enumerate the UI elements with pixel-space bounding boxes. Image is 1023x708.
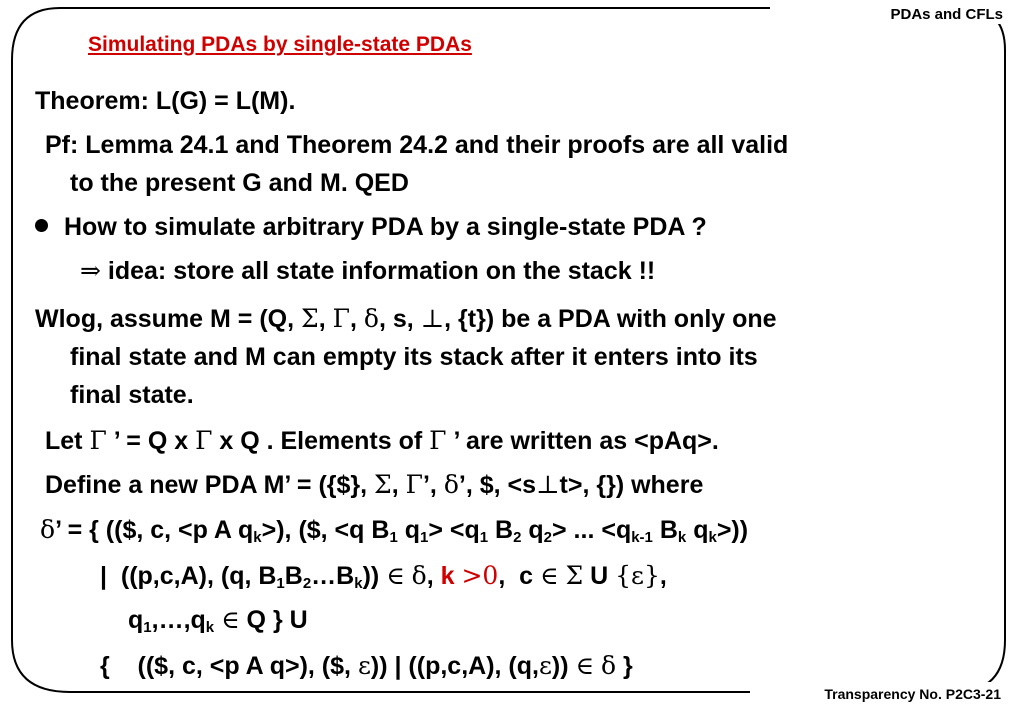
define-pda-line: Define a new PDA M’ = ({$}, Σ, Γ’, δ’, $, <s⊥t>, {}) where xyxy=(45,470,704,499)
slide-title: Simulating PDAs by single-state PDAs xyxy=(88,33,472,56)
epsilon-set-line: { (($, c, <p A q>), ($, ε)) | ((p,c,A), (q,ε)) ∈ δ } xyxy=(100,651,633,680)
proof-line-1: Pf: Lemma 24.1 and Theorem 24.2 and their proofs are all valid xyxy=(45,131,789,159)
question-text: How to simulate arbitrary PDA by a single-state PDA ? xyxy=(64,213,707,241)
bullet-icon xyxy=(35,219,48,232)
bullet-question xyxy=(35,212,707,242)
let-gamma-line: Let Γ ’ = Q x Γ x Q . Elements of Γ ’ are written as <pAq>. xyxy=(45,426,719,455)
delta-condition-line: | ((p,c,A), (q, $B_1B_2\dots B_k$)) ∈ δ, k >0, c ∈ Σ U {ε}, xyxy=(100,561,667,592)
idea-line xyxy=(80,256,655,286)
states-line: $q_1,\dots,q_k$ ∈ Q } U xyxy=(128,605,308,636)
wlog-line-1: Wlog, assume M = (Q, Σ, Γ, δ, s, ⊥, {t}) be a PDA with only one xyxy=(35,304,777,333)
course-header: PDAs and CFLs xyxy=(890,6,1003,23)
wlog-line-2: final state and M can empty its stack after it enters into its xyxy=(70,343,758,371)
theorem-line: Theorem: L(G) = L(M). xyxy=(35,87,296,115)
arrow-icon: ⇒ xyxy=(80,256,101,285)
idea-text: idea: store all state information on the stack !! xyxy=(107,257,656,285)
proof-line-2: to the present G and M. QED xyxy=(70,169,409,197)
wlog-line-3: final state. xyxy=(70,381,194,409)
transparency-number: Transparency No. P2C3-21 xyxy=(824,686,1001,702)
delta-definition-line: δ’ = { (($, c, <p A $q_k>$), ($, <q $B_1$ $q_1> <q_1$ $B_2$ $q_2>$ ... $<q_{k-1}$ $B_k$ $q_k>$)) xyxy=(40,515,749,546)
